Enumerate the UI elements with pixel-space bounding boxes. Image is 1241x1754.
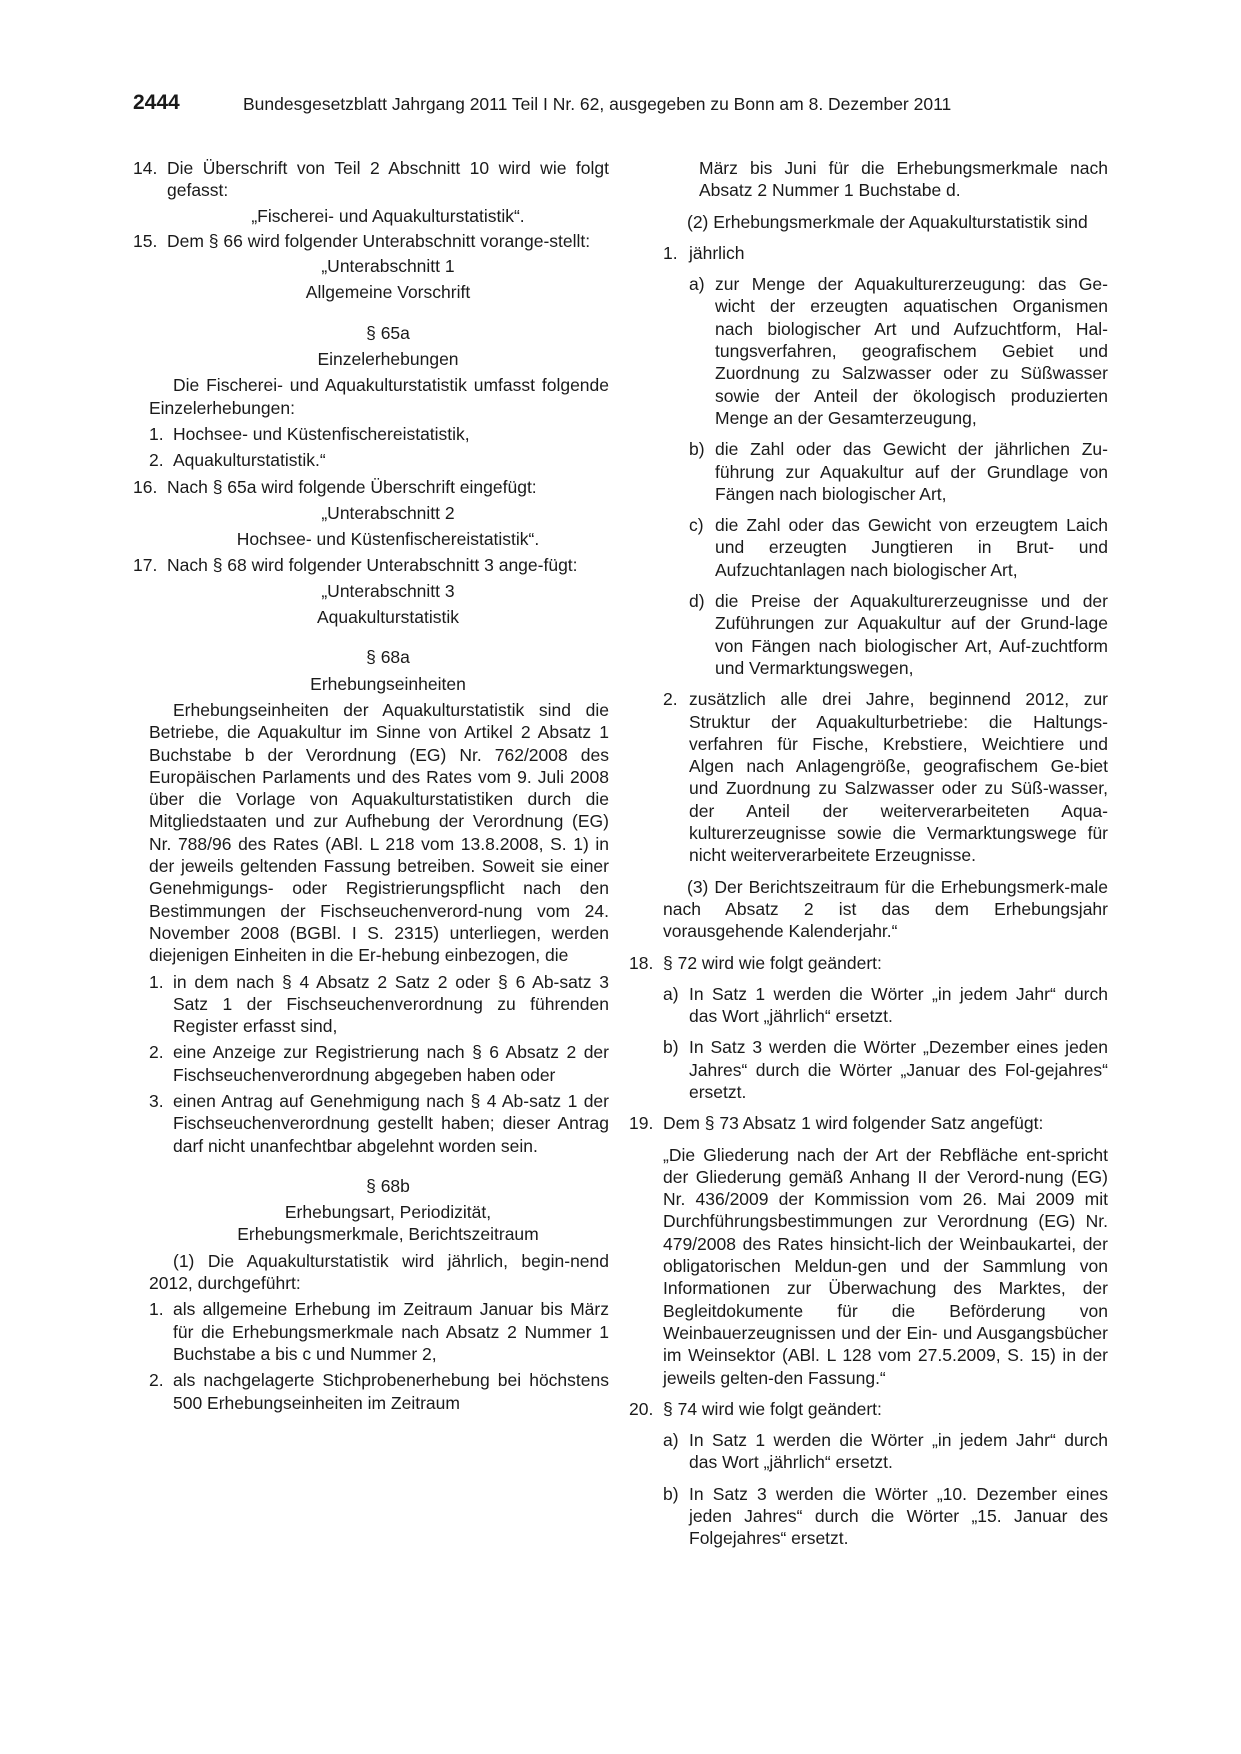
sub-item: a) In Satz 1 werden die Wörter „in jedem Jahr“ durch das Wort „jährlich“ ersetzt. <box>663 1430 1108 1473</box>
sub-item: a) In Satz 1 werden die Wörter „in jedem Jahr“ durch das Wort „jährlich“ ersetzt. <box>663 983 1108 1027</box>
amendment-14: 14. Die Überschrift von Teil 2 Abschnitt 10 wird wie folgt gefasst: <box>133 158 609 201</box>
subsection-title: „Unterabschnitt 2 <box>321 502 455 523</box>
paragraph-heading: Erhebungsart, Periodizität, <box>284 1202 492 1223</box>
list-item: 2. eine Anzeige zur Registrierung nach § 6 Absatz 2 der Fischseuchenverordnung abgegeben haben oder <box>149 1042 609 1085</box>
paragraph-65a: § 65a <box>366 322 410 343</box>
paragraph-68b: § 68b <box>366 1175 410 1196</box>
paragraph-text: (1) Die Aquakulturstatistik wird jährlich, begin-nend 2012, durchgeführt: <box>149 1250 609 1294</box>
subsection-title: „Unterabschnitt 3 <box>321 580 455 601</box>
list-item: 2. als nachgelagerte Stichprobenerhebung bei höchstens 500 Erhebungseinheiten im Zeitraum <box>149 1370 609 1413</box>
subsection-name: Aquakulturstatistik <box>316 607 459 628</box>
paragraph-text: Erhebungseinheiten der Aquakulturstatistik sind die Betriebe, die Aquakultur im Sinne von Artikel 2 Absatz 1 Buchstabe b der Verordnung (EG) Nr. 762/2008 des Europäischen Parlaments und des Rates vom 9. Juli 2008 über die Vorlage von Aquakulturstatistiken durch die Mitgliedstaaten und zur Aufhebung der Verordnung (EG) Nr. 788/96 des Rates (ABl. L 218 vom 13.8.2008, S. 1) in der jeweils geltenden Fassung betreiben. Soweit sie einer Genehmigungs- oder Registrierungspflicht nach den Bestimmungen der Fischseuchenverord-nung vom 24. November 2008 (BGBl. I S. 2315) unterliegen, werden diejenigen Einheiten in die Er-hebung einbezogen, die <box>149 699 609 966</box>
quoted-sentence: „Die Gliederung nach der Art der Rebfläche ent-spricht der Gliederung gemäß Anhang II der Verord-nung (EG) Nr. 436/2009 der Kommission vom 26. Mai 2009 mit Durchführungsbestimmungen zur Verordnung (EG) Nr. 479/2008 des Rates hinsicht-lich der Weinbaukartei, der obligatorischen Meldun-gen und der Sammlung von Informationen zur Überwachung des Marktes, der Begleitdokumente für die Beförderung von Weinbauerzeugnissen und der Ein- und Ausgangsbücher im Weinsektor (ABl. L 128 vom 27.5.2009, S. 15) in der jeweils gelten-den Fassung.“ <box>663 1144 1108 1388</box>
paragraph-heading: Einzelerhebungen <box>317 349 459 370</box>
paragraph-text: (2) Erhebungsmerkmale der Aquakulturstatistik sind <box>687 211 1088 232</box>
amendment-16: 16. Nach § 65a wird folgende Überschrift eingefügt: <box>133 476 537 497</box>
subsection-name: Allgemeine Vorschrift <box>305 282 471 303</box>
subsection-title: „Unterabschnitt 1 <box>321 256 455 277</box>
list-item: 1. in dem nach § 4 Absatz 2 Satz 2 oder § 6 Ab-satz 3 Satz 1 der Fischseuchenverordnung zu führenden Register erfasst sind, <box>149 971 609 1037</box>
amendment-19: 19. Dem § 73 Absatz 1 wird folgender Satz angefügt: <box>629 1113 1044 1134</box>
sub-item: b) In Satz 3 werden die Wörter „10. Dezember eines jeden Jahres“ durch die Wörter „15. Januar des Folgejahres“ ersetzt. <box>663 1483 1108 1549</box>
sub-item: a) zur Menge der Aquakulturerzeugung: das Ge-wicht der erzeugten aquatischen Organismen nach biologischer Art und Aufzuchtform, Hal-tungsverfahren, geografischem Gebiet und Zuordnung zu Salzwasser oder zu Süßwasser sowie der Anteil der ökologisch produzierten Menge an der Gesamterzeugung, <box>689 274 1108 428</box>
list-item: 1. jährlich <box>663 242 745 263</box>
paragraph-heading: Erhebungseinheiten <box>310 673 466 694</box>
list-item: 2. zusätzlich alle drei Jahre, beginnend 2012, zur Struktur der Aquakulturbetriebe: die Haltungs-verfahren für Fische, Krebstiere, Weichtiere und Algen nach Anlagengröße, geografischem Ge-biet und Zuordnung zu Salzwasser oder zu Süß-wasser, der Anteil der weiterverarbeiteten Aqua-kulturerzeugnisse sowie die Vermarktungswege für nicht weiterverarbeitete Erzeugnisse. <box>663 689 1108 866</box>
left-column <box>133 157 609 1414</box>
sub-item: b) In Satz 3 werden die Wörter „Dezember eines jeden Jahres“ durch die Wörter „Januar des Fol-gejahres“ ersetzt. <box>663 1037 1108 1102</box>
gazette-title: Bundesgesetzblatt Jahrgang 2011 Teil I Nr. 62, ausgegeben zu Bonn am 8. Dezember 2011 <box>243 94 952 114</box>
list-item: 1. als allgemeine Erhebung im Zeitraum Januar bis März für die Erhebungsmerkmale nach Absatz 2 Nummer 1 Buchstabe a bis c und Nummer 2, <box>149 1299 609 1364</box>
amendment-17: 17. Nach § 68 wird folgender Unterabschnitt 3 ange-fügt: <box>133 555 578 576</box>
paragraph-text: Die Fischerei- und Aquakulturstatistik umfasst folgende Einzelerhebungen: <box>149 375 609 418</box>
list-item: 1. Hochsee- und Küstenfischereistatistik, <box>149 423 470 444</box>
right-column <box>629 157 1108 1550</box>
quoted-heading: „Fischerei- und Aquakulturstatistik“. <box>251 205 525 226</box>
sub-item: d) die Preise der Aquakulturerzeugnisse und der Zuführungen zur Aquakultur auf der Grund-lage von Fängen nach biologischer Art, Auf-zuchtform und Vermarktungswegen, <box>689 591 1108 678</box>
paragraph-text: März bis Juni für die Erhebungsmerkmale nach Absatz 2 Nummer 1 Buchstabe d. <box>699 158 1108 201</box>
amendment-18: 18. § 72 wird wie folgt geändert: <box>629 952 882 973</box>
list-item: 3. einen Antrag auf Genehmigung nach § 4 Ab-satz 1 der Fischseuchenverordnung gestellt haben; dieser Antrag darf nicht unanfechtbar abgelehnt worden sein. <box>149 1090 609 1156</box>
amendment-15: 15. Dem § 66 wird folgender Unterabschnitt vorange-stellt: <box>133 230 591 251</box>
list-item: 2. Aquakulturstatistik.“ <box>149 450 326 471</box>
amendment-20: 20. § 74 wird wie folgt geändert: <box>629 1398 882 1419</box>
sub-item: b) die Zahl oder das Gewicht der jährlichen Zu-führung zur Aquakultur auf der Grundlage von Fängen nach biologischer Art, <box>689 439 1108 504</box>
subsection-name: Hochsee- und Küstenfischereistatistik“. <box>236 529 540 550</box>
page-header <box>133 92 1003 118</box>
page-number: 2444 <box>133 91 180 114</box>
paragraph-heading: Erhebungsmerkmale, Berichtszeitraum <box>237 1224 539 1245</box>
sub-item: c) die Zahl oder das Gewicht von erzeugtem Laich und erzeugten Jungtieren in Brut- und Aufzuchtanlagen nach biologischer Art, <box>689 515 1108 580</box>
paragraph-text: (3) Der Berichtszeitraum für die Erhebungsmerk-male nach Absatz 2 ist das dem Erhebungsjahr vorausgehende Kalenderjahr.“ <box>663 876 1108 942</box>
paragraph-68a: § 68a <box>366 647 410 668</box>
